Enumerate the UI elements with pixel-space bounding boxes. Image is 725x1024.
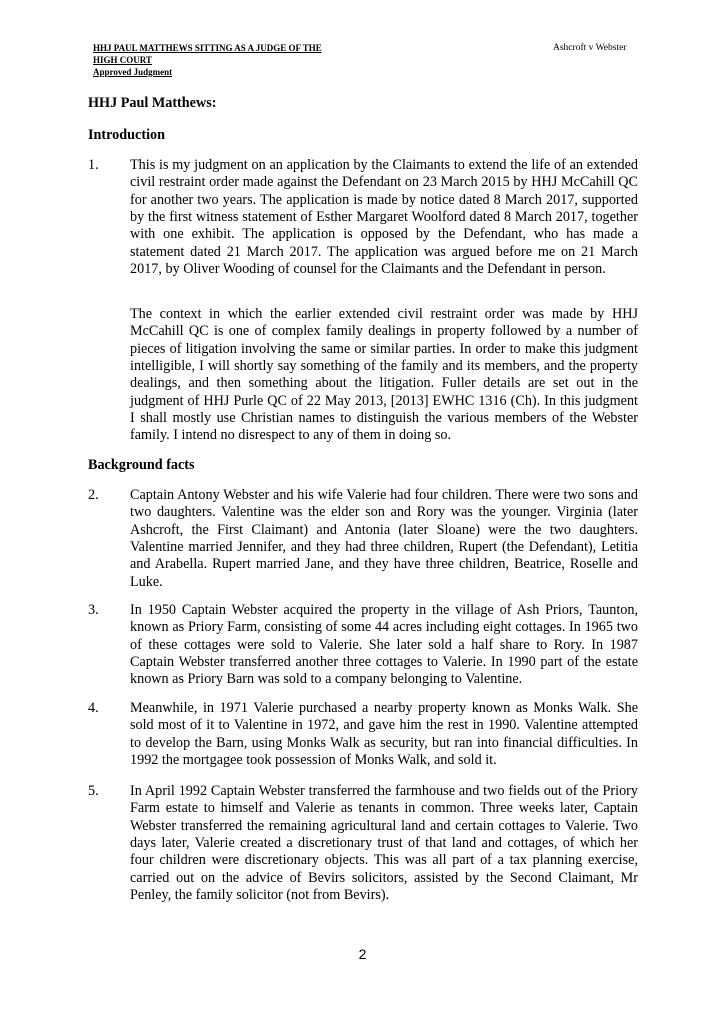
paragraph-number: 2.	[88, 487, 99, 503]
paragraph-number: 4.	[88, 700, 99, 716]
paragraph-text: The context in which the earlier extended civil restraint order was made by HHJ McCahill QC is one of complex family dealings in property followed by a number of pieces of litigation involving the same or similar parties. In order to make this judgment intelligible, I will shortly say something of the family and its members, and the property dealings, and then something about the litigation. Fuller details are set out in the judgment of HHJ Purle QC of 22 May 2013, [2013] EWHC 1316 (Ch). In this judgment I shall mostly use Christian names to distinguish the various members of the Webster family. I intend no disrespect to any of them in doing so.	[130, 306, 638, 444]
paragraph-text: This is my judgment on an application by the Claimants to extend the life of an extended civil restraint order made against the Defendant on 23 March 2015 by HHJ McCahill QC for another two years. The application is made by notice dated 8 March 2017, supported by the first witness statement of Esther Margaret Woolford dated 8 March 2017, together with one exhibit. The application is opposed by the Defendant, who has made a statement dated 21 March 2017. The application was argued before me on 21 March 2017, by Oliver Wooding of counsel for the Claimants and the Defendant in person.	[130, 157, 638, 278]
paragraph-number: 5.	[88, 783, 99, 799]
page-number: 2	[358, 946, 367, 962]
section-heading-background: Background facts	[88, 457, 195, 473]
header-line-approved: Approved Judgment	[93, 67, 173, 77]
paragraph-number: 1.	[88, 157, 99, 173]
running-header-court	[93, 42, 363, 78]
judge-heading: HHJ Paul Matthews:	[88, 95, 217, 111]
running-header-case-name: Ashcroft v Webster	[553, 43, 627, 53]
paragraph-number: 3.	[88, 602, 99, 618]
paragraph-text: In April 1992 Captain Webster transferred the farmhouse and two fields out of the Priory Farm estate to himself and Valerie as tenants in common. Three weeks later, Captain Webster transferred the remaining agricultural land and certain cottages to Valerie. Two days later, Valerie created a discretionary trust of that land and cottages, of which her four children were discretionary objects. This was all part of a tax planning exercise, carried out on the advice of Bevirs solicitors, assisted by the Second Claimant, Mr Penley, the family solicitor (not from Bevirs).	[130, 783, 638, 904]
header-line-judge: HHJ PAUL MATTHEWS SITTING AS A JUDGE OF THE	[93, 43, 322, 53]
paragraph-text: Meanwhile, in 1971 Valerie purchased a nearby property known as Monks Walk. She sold most of it to Valentine in 1972, and gave him the rest in 1990. Valentine attempted to develop the Barn, using Monks Walk as security, but ran into financial difficulties. In 1992 the mortgagee took possession of Monks Walk, and sold it.	[130, 700, 638, 769]
paragraph-text: In 1950 Captain Webster acquired the property in the village of Ash Priors, Taunton, known as Priory Farm, consisting of some 44 acres including eight cottages. In 1965 two of these cottages were sold to Valerie. She later sold a half share to Rory. In 1987 Captain Webster transferred another three cottages to Valerie. In 1990 part of the estate known as Priory Barn was sold to a company belonging to Valentine.	[130, 602, 638, 688]
header-line-court: HIGH COURT	[93, 55, 152, 65]
paragraph-text: Captain Antony Webster and his wife Valerie had four children. There were two sons and two daughters. Valentine was the elder son and Rory was the younger. Virginia (later Ashcroft, the First Claimant) and Antonia (later Sloane) were the two daughters. Valentine married Jennifer, and they had three children, Rupert (the Defendant), Letitia and Arabella. Rupert married Jane, and they have three children, Beatrice, Roselle and Luke.	[130, 487, 638, 590]
section-heading-introduction: Introduction	[88, 127, 165, 143]
